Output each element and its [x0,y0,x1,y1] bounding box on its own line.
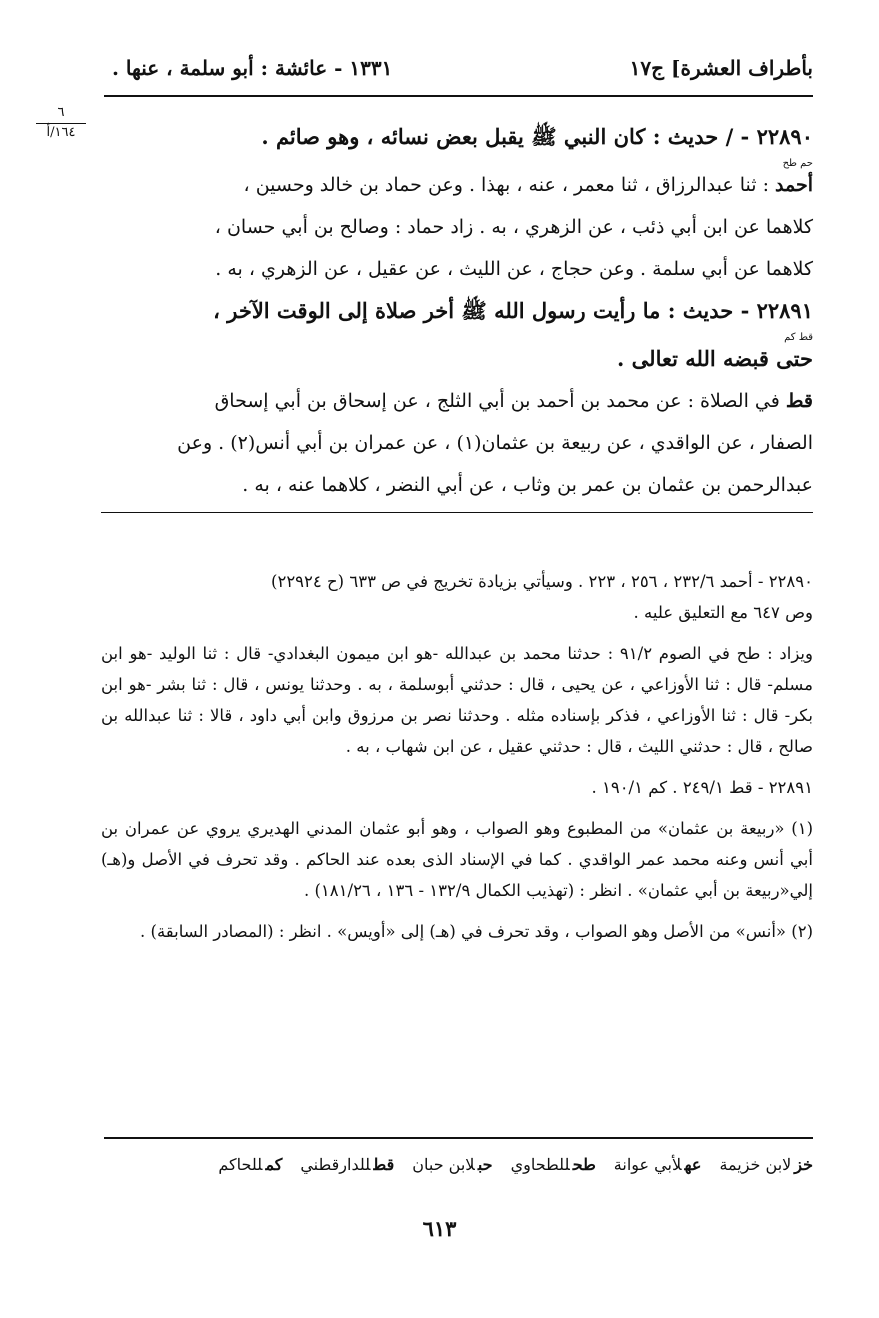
section-title: ١٣٣١ - عائشة : أبو سلمة ، عنها . [112,56,393,80]
legend-abbr: خز [794,1155,813,1174]
hadith-22890-line2: كلاهما عن ابن أبي ذئب ، عن الزهري ، به . زاد حماد : وصالح بن أبي حسان ، [214,216,813,238]
note-addition: ويزاد : طح في الصوم ٩١/٢ : حدثنا محمد بن عبدالله -هو ابن ميمون البغدادي- قال : ثنا الوليد -هو ابن مسلم- قال : ثنا الأوزاعي ، عن يحيى ، قال : حدثني أبوسلمة ، به . وحدثنا يونس ، قال : ثنا بشر -هو ابن بكر- قال : ثنا الأوزاعي ، فذكر بإسناده مثله . وحدثنا نصر بن مرزوق وابن أبي داود ، قالا : ثنا عبدالله بن صالح ، قال : حدثني الليث ، قال : حدثني عقيل ، عن ابن شهاب ، به . [101,644,813,756]
source-abbr: قط [785,390,813,412]
legend-abbr: حب [477,1155,493,1174]
legend-name: لأبي عوانة [613,1155,682,1174]
margin-note-number: ٦ [36,104,86,124]
legend-abbr: قط [373,1155,395,1174]
hadith-22891-sigla: قط كم [784,332,813,343]
legend-item [511,1155,596,1174]
legend-name: لابن حبان [412,1155,475,1174]
book-title: بأطراف العشرة] ج١٧ [629,56,813,80]
legend-abbr: عه [684,1155,702,1174]
hadith-22890-line1 [101,164,813,206]
footnote-1: (١) «ربيعة بن عثمان» من المطبوع وهو الصواب ، وهو أبو عثمان المدني الهديري يروي عن عمران بن أبي أنس وعنه محمد عمر الواقدي . كما في الإسناد الذى بعده عند الحاكم . وقد تحرف في الأصل و(هـ) إلي«ربيعة بن أبي عثمان» . انظر : (تهذيب الكمال ١٣٢/٩ - ١٣٦ ، ١٨١/٢٦) . [101,819,813,900]
legend-name: للدارقطني [300,1155,371,1174]
hadith-22890-line3: كلاهما عن أبي سلمة . وعن حجاج ، عن الليث ، عن عقيل ، عن الزهري ، به . [215,258,813,280]
hadith-22891-heading-2: حتى قبضه الله تعالى . [617,346,813,371]
legend-abbr: كم [265,1155,283,1174]
hadith-22890-heading: ٢٢٨٩٠ - / حديث : كان النبي ﷺ يقبل بعض نسائه ، وهو صائم . [261,124,813,149]
legend-name: لابن خزيمة [719,1155,792,1174]
hadith-22891-line1-text: في الصلاة : عن محمد بن أحمد بن أبي الثلج ، عن إسحاق بن أبي إسحاق [214,390,786,412]
legend-item [300,1155,394,1174]
legend-item [719,1155,813,1174]
source-abbr: أحمد [775,174,813,196]
hadith-22891-line1 [101,380,813,422]
legend-name: للحاكم [218,1155,263,1174]
legend-item [218,1155,282,1174]
hadith-22890-line1-text: : ثنا عبدالرزاق ، ثنا معمر ، عنه ، بهذا . وعن حماد بن خالد وحسين ، [243,174,776,196]
legend-item [614,1155,702,1174]
hadith-22891-line2: الصفار ، عن الواقدي ، عن ربيعة بن عثمان(١) ، عن عمران بن أبي أنس(٢) . وعن [177,432,813,454]
hadith-22890-sigla: حم طح [782,158,813,169]
page-number: ٦١٣ [422,1216,457,1241]
note-22890-line1: ٢٢٨٩٠ - أحمد ٢٣٢/٦ ، ٢٥٦ ، ٢٢٣ . وسيأتي بزيادة تخريج في ص ٦٣٣ (ح ٢٢٩٢٤) [271,572,813,591]
note-22890-line2: وص ٦٤٧ مع التعليق عليه . [633,603,813,622]
footnote-2: (٢) «أنس» من الأصل وهو الصواب ، وقد تحرف في (هـ) إلى «أويس» . انظر : (المصادر السابقة) . [140,922,813,941]
header-divider [104,95,813,97]
notes-section [101,566,813,957]
note-22891: ٢٢٨٩١ - قط ٢٤٩/١ . كم ١٩٠/١ . [591,778,813,797]
legend-abbr: طح [572,1155,596,1174]
main-text [101,116,813,513]
abbreviation-legend [101,1155,813,1174]
note-22890 [101,566,813,628]
legend-name: للطحاوي [510,1155,570,1174]
hadith-22891-heading-1: ٢٢٨٩١ - حديث : ما رأيت رسول الله ﷺ أخر صلاة إلى الوقت الآخر ، [213,298,813,323]
legend-item [412,1155,492,1174]
footer-divider [104,1137,813,1139]
margin-note [36,104,86,142]
margin-note-reference: ١٦٤/أ [46,125,76,140]
hadith-22891-line3: عبدالرحمن بن عثمان بن عمر بن وثاب ، عن أبي النضر ، كلاهما عنه ، به . [101,464,813,513]
